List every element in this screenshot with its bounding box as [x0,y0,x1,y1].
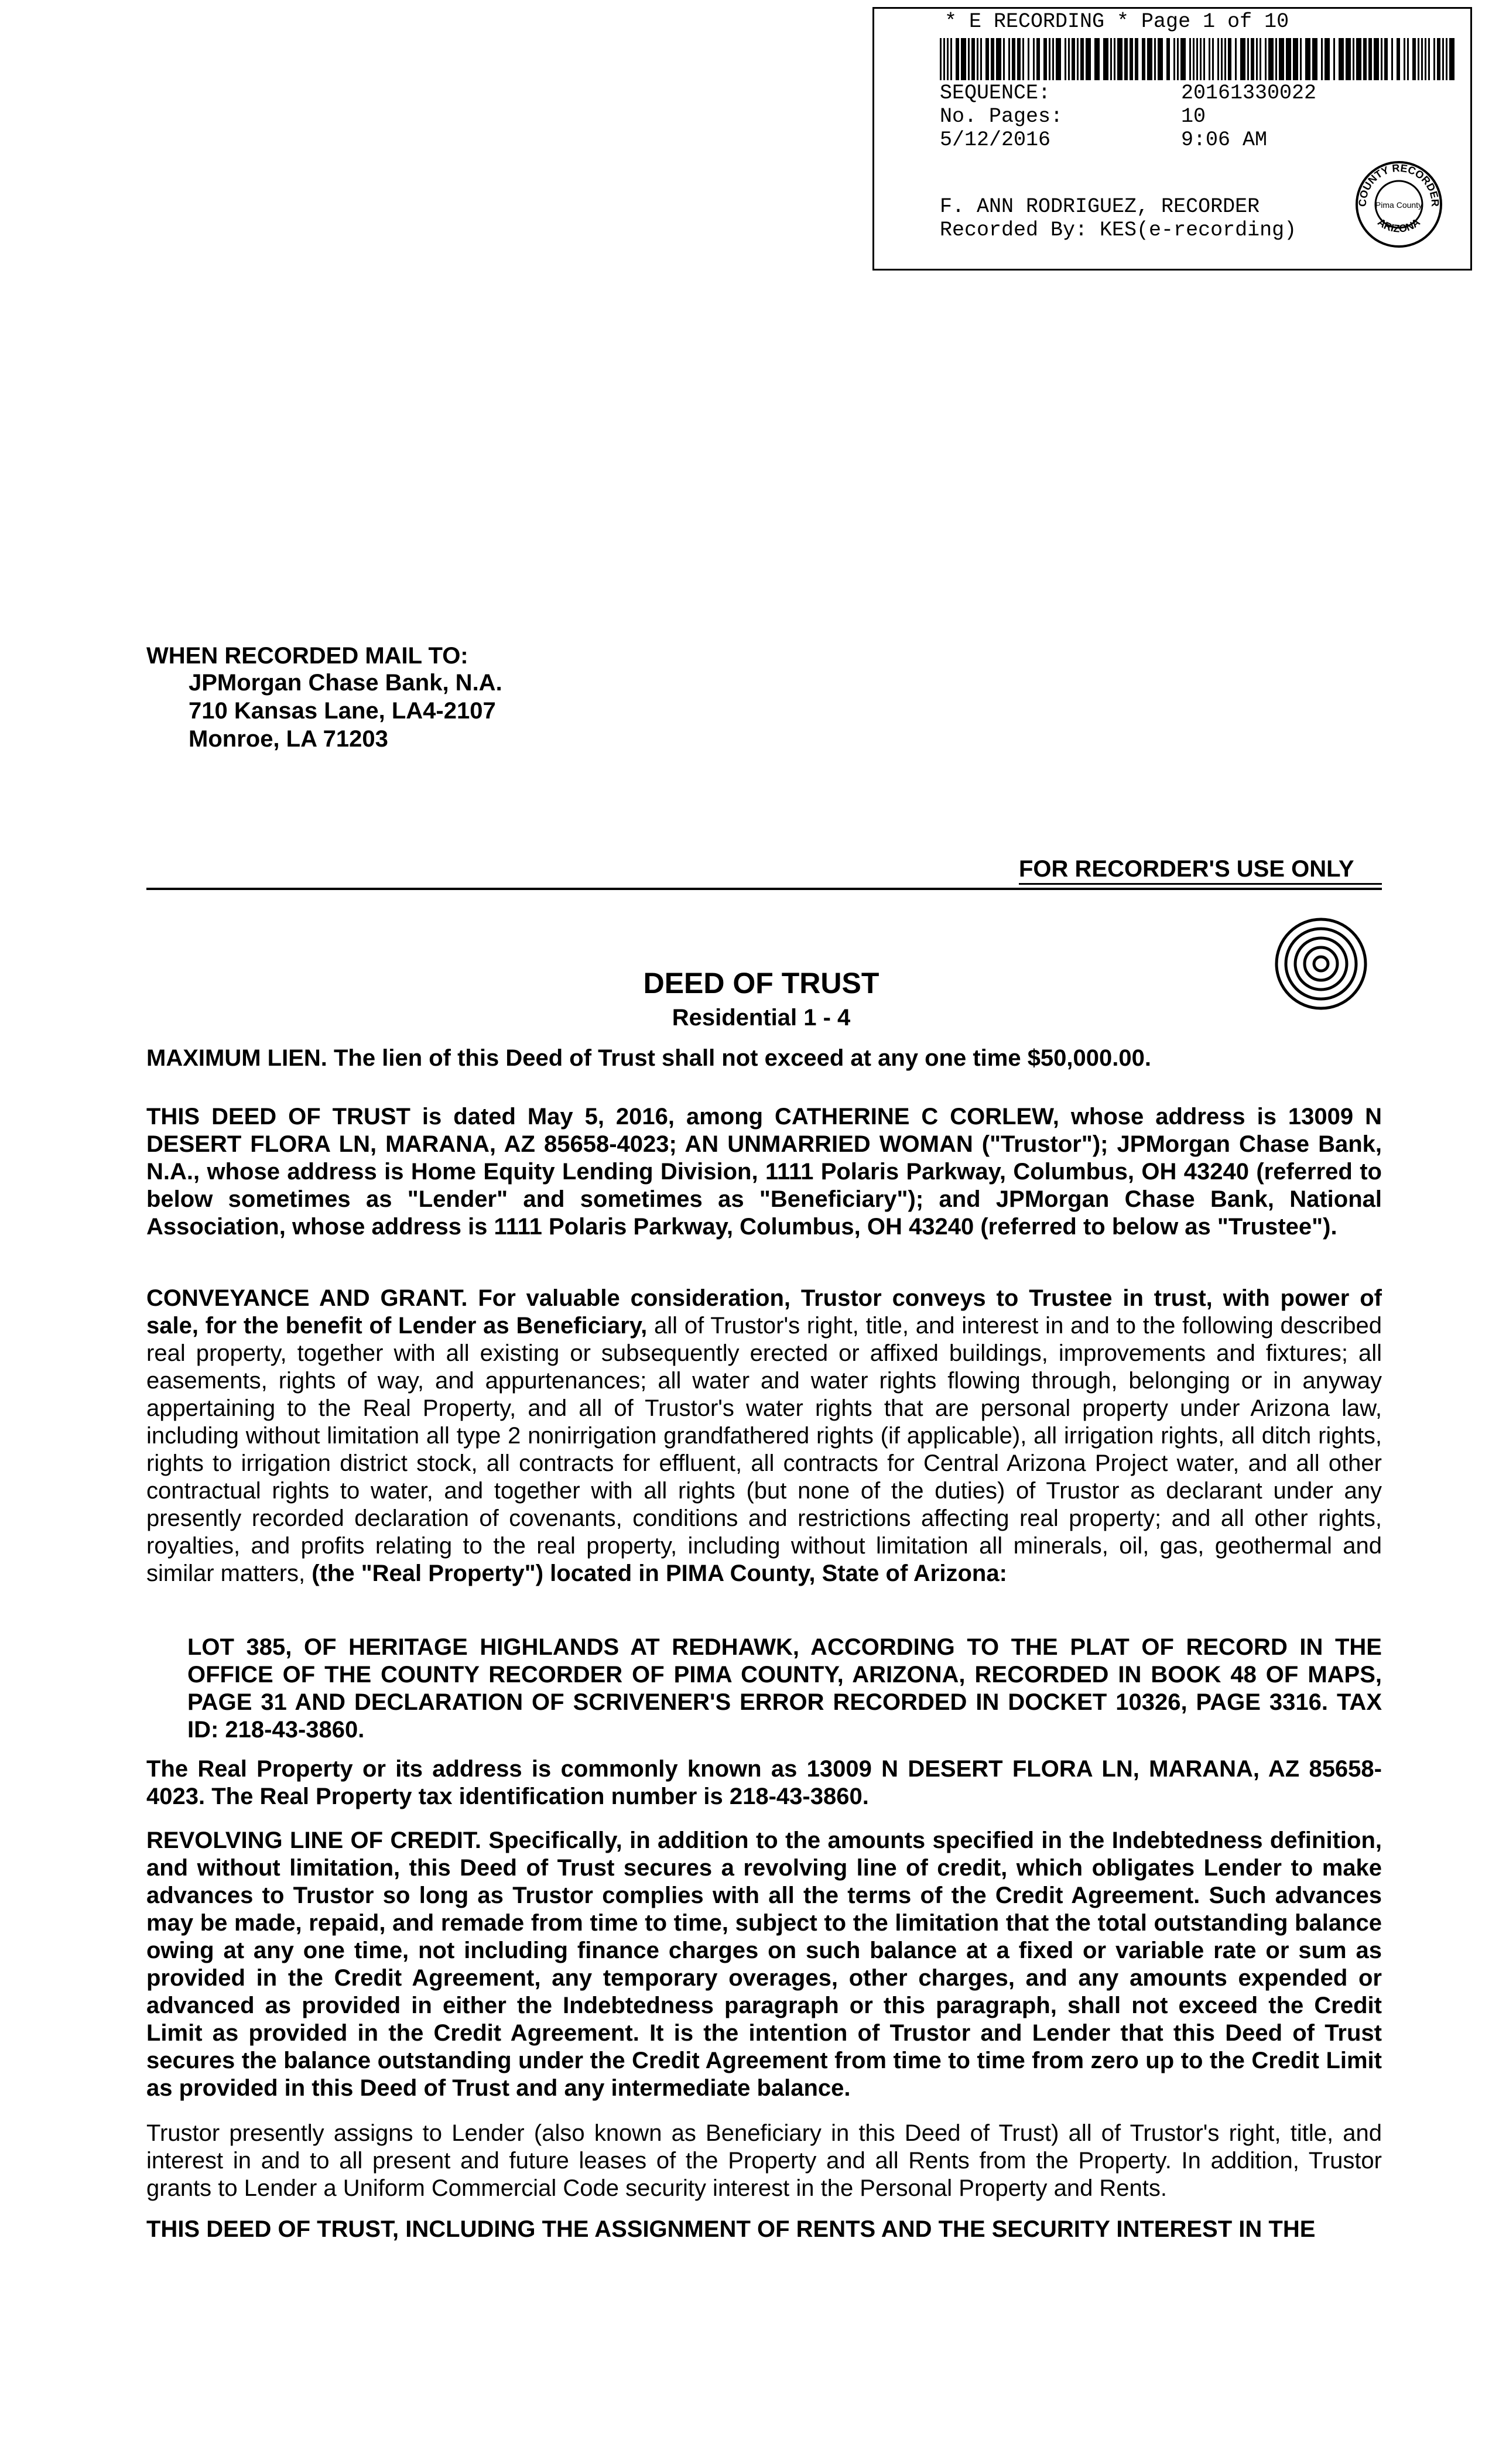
recorded-by: Recorded By: KES(e-recording) [940,218,1297,242]
horizontal-rule [146,888,1382,890]
barcode [940,38,1455,80]
seal-top-text: COUNTY RECORDER [1356,162,1442,207]
mail-to-street: 710 Kansas Lane, LA4-2107 [189,698,496,724]
assignment-paragraph: Trustor presently assigns to Lender (also known as Beneficiary in this Deed of Trust) all of Trustor's right, title, and interest in and to all present and future leases of the Property and all Rents from the Property. In addition, Trustor grants to Lender a Uniform Commercial Code security interest in the Personal Property and Rents. [146,2120,1382,2201]
document-subtitle: Residential 1 - 4 [672,1005,851,1031]
recording-time: 9:06 AM [1181,128,1268,152]
conveyance-tail: (the "Real Property") located in PIMA County, State of Arizona: [312,1560,1007,1586]
target-icon [1274,917,1368,1011]
mail-to-city: Monroe, LA 71203 [189,726,388,752]
property-address-paragraph: The Real Property or its address is commonly known as 13009 N DESERT FLORA LN, MARANA, AZ 85658-4023. The Real Property tax identification number is 218-43-3860. [146,1756,1382,1809]
conveyance-label: CONVEYANCE AND GRANT. [146,1285,468,1311]
pages-label: No. Pages: [940,105,1063,128]
maximum-lien-text: The lien of this Deed of Trust shall not exceed at any one time $50,000.00. [334,1045,1151,1071]
conveyance-lead: For valuable consideration, Trustor conveys to Trustee in trust, with power of sale, for the benefit of Lender as Beneficiary, [146,1285,1382,1339]
pages-value: 10 [1181,105,1206,128]
seal-center-text: Pima County [1375,200,1423,210]
recorders-use-label: FOR RECORDER'S USE ONLY [1019,856,1354,882]
mail-to-heading: WHEN RECORDED MAIL TO: [146,643,468,669]
seal-bottom-text: ARIZONA [1375,216,1422,235]
maximum-lien-label: MAXIMUM LIEN. [146,1045,327,1071]
conveyance-body: all of Trustor's right, title, and interest in and to the following described real property, together with all existing or subsequently erected or affixed buildings, improvements and fixtures; all easements, rights of way, and appurtenances; all water and water rights flowing through, belonging or in anyway appertaining to the Real Property, and all of Trustor's water rights that are personal property under Arizona law, including without limitation all type 2 nonirrigation grandfathered rights (if applicable), all irrigation rights, all ditch rights, rights to irrigation district stock, all contracts for effluent, all contracts for Central Arizona Project water, and all other contractual rights to water, and together with all rights (but none of the duties) of Trustor as declarant under any presently recorded declaration of covenants, conditions and restrictions affecting real property; and all other rights, royalties, and profits relating to the real property, including without limitation all minerals, oil, gas, geothermal and similar matters, [146,1313,1382,1586]
recorder-stamp [872,7,1472,271]
revolving-credit-paragraph: REVOLVING LINE OF CREDIT. Specifically, in addition to the amounts specified in the Indebtedness definition, and without limitation, this Deed of Trust secures a revolving line of credit, which obligates Lender to make advances to Trustor so long as Trustor complies with all the terms of the Credit Agreement. Such advances may be made, repaid, and remade from time to time, subject to the limitation that the total outstanding balance owing at any one time, not including finance charges on such balance at a fixed or variable rate or sum as provided in the Credit Agreement, any temporary overages, other charges, and any amounts expended or advanced as provided in either the Indebtedness paragraph or this paragraph, shall not exceed the Credit Limit as provided in the Credit Agreement. It is the intention of Trustor and Lender that this Deed of Trust secures the balance outstanding under the Credit Agreement from time to time from zero up to the Credit Limit as provided in this Deed of Trust and any intermediate balance. [146,1828,1382,2101]
sequence-value: 20161330022 [1181,81,1317,105]
legal-description: LOT 385, OF HERITAGE HIGHLANDS AT REDHAWK, ACCORDING TO THE PLAT OF RECORD IN THE OFFICE OF THE COUNTY RECORDER OF PIMA COUNTY, ARIZONA, RECORDED IN BOOK 48 OF MAPS, PAGE 31 AND DECLARATION OF SCRIVENER'S ERROR RECORDED IN DOCKET 10326, PAGE 3316. TAX ID: 218-43-3860. [187,1634,1382,1743]
sequence-label: SEQUENCE: [940,81,1051,105]
conveyance-paragraph [146,1285,1382,1587]
svg-text:ARIZONA [1375,216,1422,235]
stamp-header: * E RECORDING * Page 1 of 10 [944,10,1289,33]
document-title: DEED OF TRUST [643,967,879,1000]
recorder-name: F. ANN RODRIGUEZ, RECORDER [940,195,1260,218]
maximum-lien-paragraph [146,1045,1382,1072]
intro-paragraph: THIS DEED OF TRUST is dated May 5, 2016, among CATHERINE C CORLEW, whose address is 13009 N DESERT FLORA LN, MARANA, AZ 85658-4023; AN UNMARRIED WOMAN ("Trustor"); JPMorgan Chase Bank, N.A., whose address is Home Equity Lending Division, 1111 Polaris Parkway, Columbus, OH 43240 (referred to below sometimes as "Lender" and sometimes as "Beneficiary"); and JPMorgan Chase Bank, National Association, whose address is 1111 Polaris Parkway, Columbus, OH 43240 (referred to below as "Trustee"). [146,1104,1382,1240]
final-line: THIS DEED OF TRUST, INCLUDING THE ASSIGNMENT OF RENTS AND THE SECURITY INTEREST IN THE [146,2216,1316,2242]
county-seal-icon [1354,160,1443,249]
recording-date: 5/12/2016 [940,128,1051,152]
recorders-use-underline [1019,883,1382,885]
mail-to-name: JPMorgan Chase Bank, N.A. [189,670,502,696]
